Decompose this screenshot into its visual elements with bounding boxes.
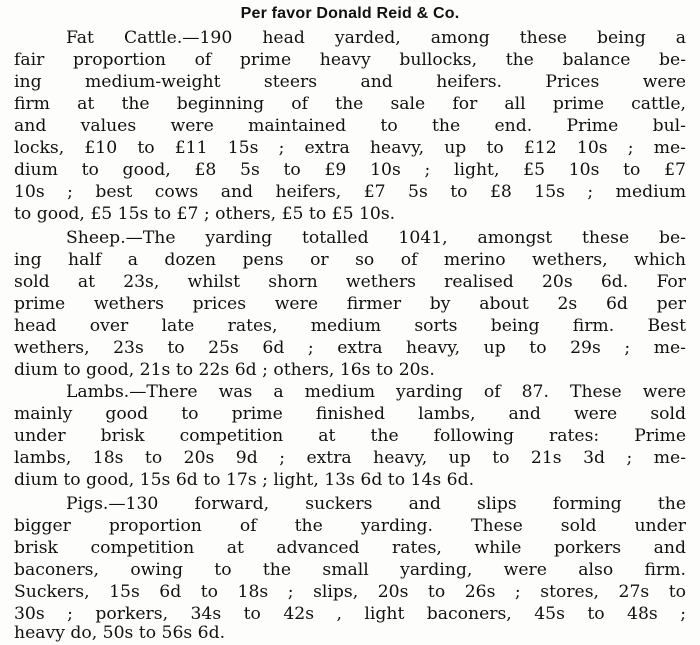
text-line-6: locks, £10 to £11 15s ; extra heavy, up to £12 10s ; me-: [14, 138, 686, 158]
text-line-27: 30s ; porkers, 34s to 42s , light baconers, 45s to 48s ;: [14, 604, 686, 624]
article-heading: Per favor Donald Reid & Co.: [240, 5, 460, 22]
text-line-24: brisk competition at advanced rates, while porkers and: [14, 538, 686, 558]
text-line-pigs-1: Pigs.—130 forward, suckers and slips forming the: [66, 494, 686, 514]
text-line-sheep-1: Sheep.—The yarding totalled 1041, amongst these be-: [66, 228, 686, 248]
text-line-7: dium to good, £8 5s to £9 10s ; light, £5 10s to £7: [14, 160, 686, 180]
text-line-lambs-1: Lambs.—There was a medium yarding of 87. These were: [66, 382, 686, 402]
text-line-19: under brisk competition at the following rates: Prime: [14, 426, 686, 446]
text-line-9: to good, £5 15s to £7 ; others, £5 to £5 10s.: [14, 204, 396, 224]
text-line-4: firm at the beginning of the sale for all prime cattle,: [14, 94, 686, 114]
text-line-8: 10s ; best cows and heifers, £7 5s to £8 15s ; medium: [14, 182, 686, 202]
text-line-21: dium to good, 15s 6d to 17s ; light, 13s 6d to 14s 6d.: [14, 470, 475, 490]
text-line-15: wethers, 23s to 25s 6d ; extra heavy, up to 29s ; me-: [14, 338, 686, 358]
text-line-5: and values were maintained to the end. Prime bul-: [14, 116, 686, 136]
text-line-2: fair proportion of prime heavy bullocks, the balance be-: [14, 50, 686, 70]
text-line-20: lambs, 18s to 20s 9d ; extra heavy, up to 21s 3d ; me-: [14, 448, 686, 468]
text-line-fat-cattle-1: Fat Cattle.—190 head yarded, among these being a: [66, 28, 686, 48]
text-line-26: Suckers, 15s 6d to 18s ; slips, 20s to 26s ; stores, 27s to: [14, 582, 686, 602]
text-line-25: baconers, owing to the small yarding, were also firm.: [14, 560, 686, 580]
text-line-23: bigger proportion of the yarding. These sold under: [14, 516, 686, 536]
text-line-18: mainly good to prime finished lambs, and were sold: [14, 404, 686, 424]
text-line-14: head over late rates, medium sorts being firm. Best: [14, 316, 686, 336]
text-line-28: heavy do, 50s to 56s 6d.: [14, 623, 226, 643]
text-line-13: prime wethers prices were firmer by about 2s 6d per: [14, 294, 686, 314]
text-line-3: ing medium-weight steers and heifers. Prices were: [14, 72, 686, 92]
text-line-12: sold at 23s, whilst shorn wethers realised 20s 6d. For: [14, 272, 686, 292]
text-line-16: dium to good, 21s to 22s 6d ; others, 16s to 20s.: [14, 360, 435, 380]
text-line-11: ing half a dozen pens or so of merino wethers, which: [14, 250, 686, 270]
